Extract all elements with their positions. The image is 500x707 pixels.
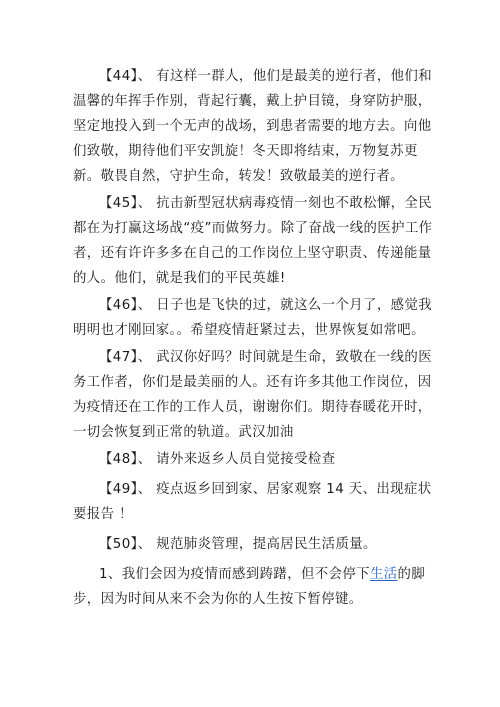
paragraph-45: 【45】、 抗击新型冠状病毒疫情一刻也不敢松懈，全民都在为打赢这场战“疫”而做努力。除了奋战一线的医护工作者，还有许许多多在自己的工作岗位上坚守职责、传递能量的人。他们，就是我们的平民英雄! bbox=[73, 196, 433, 286]
closing-text-before: 1、我们会因为疫情而感到踌躇，但不会停下 bbox=[99, 567, 370, 582]
paragraph-47: 【47】、 武汉你好吗？时间就是生命，致敬在一线的医务工作者，你们是最美丽的人。还有许多其他工作岗位，因为疫情还在工作的工作人员，谢谢你们。期待春暖花开时，一切会恢复到正常的轨道。武汉加油 bbox=[73, 350, 432, 440]
paragraph-49: 【49】、 疫点返乡回到家、居家观察 14 天、出现症状要报告 ！ bbox=[73, 482, 432, 522]
paragraph-46: 【46】、 日子也是飞快的过，就这么一个月了，感觉我明明也才刚回家。。希望疫情赶紧过去，世界恢复如常吧。 bbox=[73, 298, 432, 338]
closing-paragraph bbox=[73, 562, 441, 612]
paragraph-44: 【44】、 有这样一群人，他们是最美的逆行者，他们和温馨的年挥手作别，背起行囊，戴上护目镜，身穿防护服，坚定地投入到一个无声的战场，到患者需要的地方去。向他们致敬，期待他们平安凯旋！冬天即将结束，万物复苏更新。敬畏自然，守护生命，转发！致敬最美的逆行者。 bbox=[73, 69, 432, 184]
document-body bbox=[73, 64, 441, 614]
paragraph-50: 【50】、 规范肺炎管理，提高居民生活质量。 bbox=[99, 537, 377, 552]
paragraph-48: 【48】、 请外来返乡人员自觉接受检查 bbox=[99, 452, 336, 467]
closing-text-after: 的脚步，因为时间从来不会为你的人生按下暂停键。 bbox=[73, 567, 426, 607]
life-link[interactable]: 生活 bbox=[369, 567, 398, 582]
